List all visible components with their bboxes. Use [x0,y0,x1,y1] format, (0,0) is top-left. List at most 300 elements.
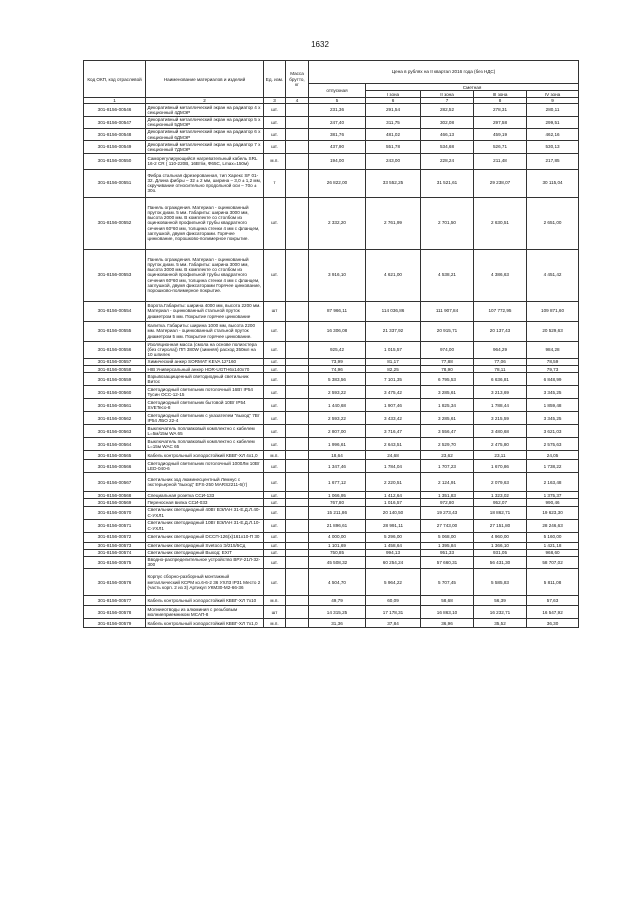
header-price-group: Цена в рублях на II квартал 2016 года (без НДС) [309,61,579,84]
row-price-zone1: 2 220,51 [366,473,421,492]
row-name: Кабель контрольный холодостойкий КВВГ-ХЛ 7х1,0 [146,619,264,628]
row-name: Кабель контрольный холодостойкий КВВГ-ХЛ 7х10 [146,596,264,606]
row-code: 301-8156-00565 [84,451,146,460]
table-row [84,473,579,492]
row-code: 301-8156-00575 [84,556,146,568]
row-price-zone2: 3 285,61 [421,386,474,399]
table-row [84,141,579,153]
row-mass [286,451,309,460]
row-price-zone2: 302,08 [421,116,474,128]
row-code: 301-8156-00561 [84,399,146,412]
row-price-zone3: 4 386,63 [474,249,527,301]
row-price-zone2: 1 351,83 [421,492,474,499]
row-code: 301-8156-00547 [84,116,146,128]
row-price-release: 2 332,20 [309,197,366,249]
row-price-release: 4 504,70 [309,569,366,596]
row-price-release: 194,00 [309,153,366,169]
row-price-zone4: 1 375,37 [527,492,579,499]
row-unit: шт. [264,569,286,596]
row-unit: шт. [264,532,286,542]
row-price-zone1: 28 991,11 [366,519,421,532]
row-price-zone1: 1 412,64 [366,492,421,499]
column-number: 6 [366,98,421,104]
row-price-zone1: 1 016,57 [366,499,421,506]
row-price-zone3: 6 636,81 [474,373,527,386]
table-row [84,425,579,438]
row-price-zone3: 931,05 [474,549,527,556]
row-name: Фибра стальная фрезерованная, тип Харекс SF 01-32. Длина фибры – 32 ± 2 мм, ширина – 3,0 ± 1,2 мм, скручивание относительно продольной оси – 70о ± 30о. [146,169,264,197]
row-unit: шт. [264,249,286,301]
row-price-zone2: 111 907,84 [421,301,474,321]
price-table [83,60,579,628]
row-code: 301-8156-00555 [84,321,146,341]
row-price-zone3: 16 232,71 [474,606,527,619]
table-row [84,116,579,128]
row-price-zone1: 5 296,00 [366,532,421,542]
row-price-zone3: 211,48 [474,153,527,169]
column-number: 2 [146,98,264,104]
row-price-zone3: 107 772,95 [474,301,527,321]
row-name: HIB Универсальный анкер HDR-UGTH6x140x70 [146,366,264,373]
row-unit: шт. [264,556,286,568]
row-name: Светильник светодиодный 10Вт ВЭЛАН 31-Е.Д.Л.10-С-УХЛ1 [146,519,264,532]
row-mass [286,141,309,153]
row-price-zone4: 19 623,30 [527,506,579,519]
row-price-zone3: 29 238,07 [474,169,527,197]
column-number: 3 [264,98,286,104]
row-name: Специальная розетка ССИ-133 [146,492,264,499]
row-name: Светильник светодиодный DCCП-126(х)161х10-П 30 [146,532,264,542]
row-price-zone3: 77,06 [474,358,527,365]
row-price-zone1: 33 552,25 [366,169,421,197]
row-code: 301-8156-00571 [84,519,146,532]
row-price-zone4: 2 575,63 [527,438,579,451]
row-mass [286,197,309,249]
row-name: Молниеотводы из алюминия с резьбовым молниеприемником МСАП-8 [146,606,264,619]
row-name: Светильник светодиодный Выход: EXIT [146,549,264,556]
header-unit: Ед. изм. [264,61,286,98]
row-price-zone3: 3 480,68 [474,425,527,438]
row-price-zone2: 1 825,34 [421,399,474,412]
row-price-release: 3 916,10 [309,249,366,301]
table-body [84,104,579,628]
row-name: Ворота.Габариты: ширина 4000 мм, высота 2200 мм. Материал - оцинкованный стальной пруток диаметром 5 мм. Покрытие горячее цинкование [146,301,264,321]
row-mass [286,386,309,399]
table-row [84,321,579,341]
table-row [84,153,579,169]
row-code: 301-8156-00572 [84,532,146,542]
header-zone2: II зона [421,91,474,98]
row-price-zone4: 2 163,48 [527,473,579,492]
table-row [84,438,579,451]
row-price-release: 247,40 [309,116,366,128]
row-price-zone1: 4 621,00 [366,249,421,301]
row-price-release: 1 101,69 [309,542,366,549]
row-mass [286,556,309,568]
row-price-zone4: 30 115,04 [527,169,579,197]
row-name: Декоративный металлический экран на радиатор 7 х секционный 7ДМЭР [146,141,264,153]
row-mass [286,506,309,519]
row-code: 301-8156-00570 [84,506,146,519]
table-row [84,460,579,473]
table-row [84,373,579,386]
row-mass [286,519,309,532]
page-number: 1632 [311,40,329,49]
row-price-zone4: 36,30 [527,619,579,628]
row-price-release: 18,64 [309,451,366,460]
header-mass: Масса брутто, кг [286,61,309,98]
header-zone1: I зона [366,91,421,98]
row-code: 301-8156-00566 [84,460,146,473]
row-price-zone2: 57 660,31 [421,556,474,568]
row-price-release: 15 211,86 [309,506,366,519]
row-unit: шт. [264,141,286,153]
row-price-release: 925,42 [309,341,366,358]
row-price-release: 2 593,22 [309,386,366,399]
row-code: 301-8156-00574 [84,549,146,556]
row-mass [286,128,309,140]
row-code: 301-8156-00559 [84,373,146,386]
row-price-zone1: 7 101,35 [366,373,421,386]
table-row [84,341,579,358]
row-price-zone4: 462,16 [527,128,579,140]
table-row [84,451,579,460]
row-price-zone1: 60,09 [366,596,421,606]
row-price-zone3: 1 366,10 [474,542,527,549]
header-zone4: IV зона [527,91,579,98]
row-unit: шт. [264,460,286,473]
table-row [84,549,579,556]
row-price-zone4: 79,73 [527,366,579,373]
row-mass [286,460,309,473]
row-code: 301-8156-00562 [84,412,146,425]
row-price-zone4: 968,60 [527,549,579,556]
row-price-zone4: 78,59 [527,358,579,365]
row-price-zone4: 28 246,63 [527,519,579,532]
row-mass [286,492,309,499]
column-number: 1 [84,98,146,104]
row-name: Панель ограждения. Материал - оцинкованный пруток диам. 5 мм. Габариты: ширина 3000 мм, высота 3000 мм. В комплекте со столбом из оцинкованной профильной трубы квадратного сечения 60*60 мм, толщина стенки 4 мм с фланцем, заглушкой, двумя фиксаторами Горячее цинкование, порошково-полимерное покрытие. [146,249,264,301]
row-mass [286,366,309,373]
row-name: Химический анкер SORMAT KEVA 12*160 [146,358,264,365]
row-name: Переносная вилка ССИ-033 [146,499,264,506]
row-price-zone2: 36,96 [421,619,474,628]
row-mass [286,373,309,386]
table-row [84,492,579,499]
row-unit: м.п. [264,153,286,169]
row-unit: шт. [264,473,286,492]
row-code: 301-8156-00579 [84,619,146,628]
row-code: 301-8156-00558 [84,366,146,373]
row-unit: шт. [264,386,286,399]
row-unit: шт. [264,321,286,341]
row-price-zone3: 952,07 [474,499,527,506]
table-row [84,197,579,249]
row-unit: шт. [264,438,286,451]
row-price-release: 1 440,68 [309,399,366,412]
row-price-zone3: 27 151,80 [474,519,527,532]
row-price-release: 2 593,22 [309,412,366,425]
row-mass [286,341,309,358]
table-row [84,399,579,412]
row-price-zone4: 5 811,08 [527,569,579,596]
row-price-zone3: 1 670,86 [474,460,527,473]
row-unit: шт. [264,425,286,438]
row-price-zone1: 311,75 [366,116,421,128]
row-name: Вводно-распределительное устройство ВРУ-21Л-32-300 [146,556,264,568]
row-price-zone4: 20 529,63 [527,321,579,341]
row-name: Светильник светодиодный Svetoco Э/215/5Сд [146,542,264,549]
row-price-zone4: 3 345,25 [527,386,579,399]
row-unit: м.п. [264,619,286,628]
row-unit: м.п. [264,451,286,460]
row-price-zone1: 5 964,22 [366,569,421,596]
table-row [84,542,579,549]
column-number: 4 [286,98,309,104]
table-header [84,61,579,104]
row-code: 301-8156-00553 [84,249,146,301]
row-price-zone3: 1 323,02 [474,492,527,499]
table-row [84,556,579,568]
row-price-zone1: 1 784,04 [366,460,421,473]
row-unit: шт. [264,373,286,386]
table-row [84,249,579,301]
row-price-release: 16 306,08 [309,321,366,341]
row-price-zone2: 534,68 [421,141,474,153]
row-price-zone3: 5 585,83 [474,569,527,596]
table-row [84,358,579,365]
row-price-zone3: 2 630,51 [474,197,527,249]
row-code: 301-8156-00556 [84,341,146,358]
row-code: 301-8156-00557 [84,358,146,365]
header-name: Наименование материалов и изделий [146,61,264,98]
row-mass [286,549,309,556]
row-code: 301-8156-00552 [84,197,146,249]
row-price-zone3: 3 215,59 [474,412,527,425]
row-mass [286,542,309,549]
row-name: Кабель контрольный холодостойкий КВВГ-ХЛ 4х1,0 [146,451,264,460]
row-price-zone2: 58,68 [421,596,474,606]
row-price-zone2: 228,24 [421,153,474,169]
row-unit: шт [264,606,286,619]
row-name: Изоляционная масса (смола на основе полиэстера (без стирола)) ПП 380W (зимняя) расход 350мл на 10 шпилек [146,341,264,358]
row-unit: шт. [264,542,286,549]
row-name: Декоративный металлический экран на радиатор 4 х секционный 4ДМЭР [146,104,264,116]
row-code: 301-8156-00551 [84,169,146,197]
table-row [84,499,579,506]
row-price-zone4: 280,11 [527,104,579,116]
row-code: 301-8156-00577 [84,596,146,606]
column-number: 5 [309,98,366,104]
row-code: 301-8156-00550 [84,153,146,169]
row-name: Калитка. Габариты: ширина 1000 мм, высота 2200 мм. Материал - оцинкованный стальной пруток диаметром 5 мм. Покрытие горячее цинкование. [146,321,264,341]
row-price-zone3: 18 862,71 [474,506,527,519]
row-mass [286,399,309,412]
row-price-zone3: 20 137,43 [474,321,527,341]
row-unit: шт. [264,519,286,532]
row-price-zone3: 23,11 [474,451,527,460]
row-unit: шт. [264,104,286,116]
row-price-zone1: 291,54 [366,104,421,116]
row-price-zone1: 481,02 [366,128,421,140]
row-price-zone2: 1 395,84 [421,542,474,549]
header-release: отпускная [309,84,366,98]
row-price-release: 437,90 [309,141,366,153]
row-price-release: 5 383,56 [309,373,366,386]
table-row [84,606,579,619]
table-row [84,596,579,606]
header-zone3: III зона [474,91,527,98]
column-number: 7 [421,98,474,104]
row-price-zone3: 78,11 [474,366,527,373]
row-mass [286,569,309,596]
row-mass [286,358,309,365]
table-row [84,128,579,140]
row-name: Светодиодный светильник бытовой 10Вт IP54 SVETeco-8 [146,399,264,412]
row-price-zone2: 5 068,00 [421,532,474,542]
row-name: Декоративный металлический экран на радиатор 5 х секционный 5ДМЭР [146,116,264,128]
row-price-zone4: 984,28 [527,341,579,358]
row-price-release: 750,85 [309,549,366,556]
table-row [84,569,579,596]
row-price-zone3: 56,39 [474,596,527,606]
row-price-zone2: 974,00 [421,341,474,358]
row-name: Светодиодный светильник потолочный 1000Лм 10Вт LED-040-6 [146,460,264,473]
row-price-zone3: 56 431,30 [474,556,527,568]
row-price-zone1: 81,17 [366,358,421,365]
row-price-zone1: 994,13 [366,549,421,556]
row-price-zone1: 24,68 [366,451,421,460]
row-mass [286,169,309,197]
row-price-zone2: 2 124,91 [421,473,474,492]
row-name: Выключатель поплавковый комплектно с кабелем L=5м/15м WA 65 [146,425,264,438]
row-price-release: 231,36 [309,104,366,116]
row-price-zone2: 2 529,70 [421,438,474,451]
row-mass [286,104,309,116]
row-name: Взрывозащищенный светодиодный светильник Витос [146,373,264,386]
row-name: Светильник зод люминесцентный Лемнус с экстерьерной "выход" EFS-250 MARS2211-6(т) [146,473,264,492]
row-price-zone3: 459,19 [474,128,527,140]
row-price-zone2: 19 273,43 [421,506,474,519]
row-price-zone4: 299,51 [527,116,579,128]
row-unit: м.п. [264,596,286,606]
row-price-zone4: 109 871,60 [527,301,579,321]
row-price-zone2: 4 538,21 [421,249,474,301]
row-mass [286,301,309,321]
row-price-zone2: 972,80 [421,499,474,506]
row-price-zone2: 3 285,61 [421,412,474,425]
row-price-zone2: 1 707,23 [421,460,474,473]
row-code: 301-8156-00548 [84,128,146,140]
row-price-zone3: 964,29 [474,341,527,358]
row-code: 301-8156-00554 [84,301,146,321]
row-price-zone2: 2 701,50 [421,197,474,249]
row-price-release: 4 000,00 [309,532,366,542]
row-code: 301-8156-00567 [84,473,146,492]
row-price-zone2: 31 521,61 [421,169,474,197]
row-mass [286,438,309,451]
row-price-zone3: 35,52 [474,619,527,628]
row-mass [286,473,309,492]
row-price-zone4: 3 621,03 [527,425,579,438]
row-price-zone4: 57,63 [527,596,579,606]
row-price-zone3: 297,58 [474,116,527,128]
row-price-zone1: 2 643,51 [366,438,421,451]
row-price-zone1: 1 458,64 [366,542,421,549]
row-name: Светильник светодиодный 40Вт ВЭЛАН 31-Е.Д.Л.40-С-УХЛ1 [146,506,264,519]
row-mass [286,412,309,425]
row-price-zone3: 3 213,69 [474,386,527,399]
row-mass [286,596,309,606]
row-mass [286,249,309,301]
row-price-zone2: 77,88 [421,358,474,365]
row-name: Выключатель поплавковый комплектно с кабелем L=15м WAC 65 [146,438,264,451]
header-code: Код ОКП, код отраслевой [84,61,146,98]
row-name: Корпус сборно-разборный монтажный металлический КСРМ ко.6-6-2 36 УХЛ3 IP31 Место 2 (часть корп. 2 из 3) Артикул УКМ30-М2-66-36 [146,569,264,596]
row-mass [286,425,309,438]
row-unit: т [264,169,286,197]
row-unit: шт. [264,399,286,412]
row-price-zone3: 4 960,00 [474,532,527,542]
row-price-zone4: 217,85 [527,153,579,169]
row-price-zone1: 2 761,99 [366,197,421,249]
row-mass [286,499,309,506]
row-mass [286,116,309,128]
row-price-zone4: 990,46 [527,499,579,506]
row-price-zone3: 2 079,63 [474,473,527,492]
row-name: Светодиодный светильник потолочный 16Вт IP54 Тусин ОСС-12-15 [146,386,264,399]
row-unit: шт. [264,366,286,373]
row-price-zone1: 3 433,42 [366,412,421,425]
row-price-zone4: 6 848,99 [527,373,579,386]
row-price-zone1: 21 337,92 [366,321,421,341]
row-price-zone1: 3 716,47 [366,425,421,438]
row-price-zone2: 27 743,00 [421,519,474,532]
row-price-zone1: 82,25 [366,366,421,373]
row-price-release: 1 347,46 [309,460,366,473]
row-price-release: 74,96 [309,366,366,373]
row-price-release: 767,80 [309,499,366,506]
row-mass [286,606,309,619]
row-price-zone4: 3 345,25 [527,412,579,425]
row-price-release: 1 677,12 [309,473,366,492]
row-price-zone4: 58 707,02 [527,556,579,568]
row-name: Светодиодный светильник с указателем "выход" 7Вт IP54 ЛБО 22-4 [146,412,264,425]
row-code: 301-8156-00573 [84,542,146,549]
row-price-zone4: 16 547,92 [527,606,579,619]
row-code: 301-8156-00546 [84,104,146,116]
table-row [84,506,579,519]
row-price-zone1: 17 178,31 [366,606,421,619]
row-code: 301-8156-00576 [84,569,146,596]
row-price-release: 381,76 [309,128,366,140]
row-price-zone3: 2 475,80 [474,438,527,451]
column-number: 8 [474,98,527,104]
row-code: 301-8156-00569 [84,499,146,506]
row-price-zone2: 282,52 [421,104,474,116]
row-price-release: 87 966,11 [309,301,366,321]
row-unit: шт. [264,341,286,358]
row-price-zone1: 1 907,46 [366,399,421,412]
row-price-release: 1 996,61 [309,438,366,451]
table-row [84,301,579,321]
row-mass [286,619,309,628]
row-mass [286,321,309,341]
row-price-zone1: 114 036,86 [366,301,421,321]
table-row [84,104,579,116]
table-row [84,412,579,425]
table-row [84,619,579,628]
